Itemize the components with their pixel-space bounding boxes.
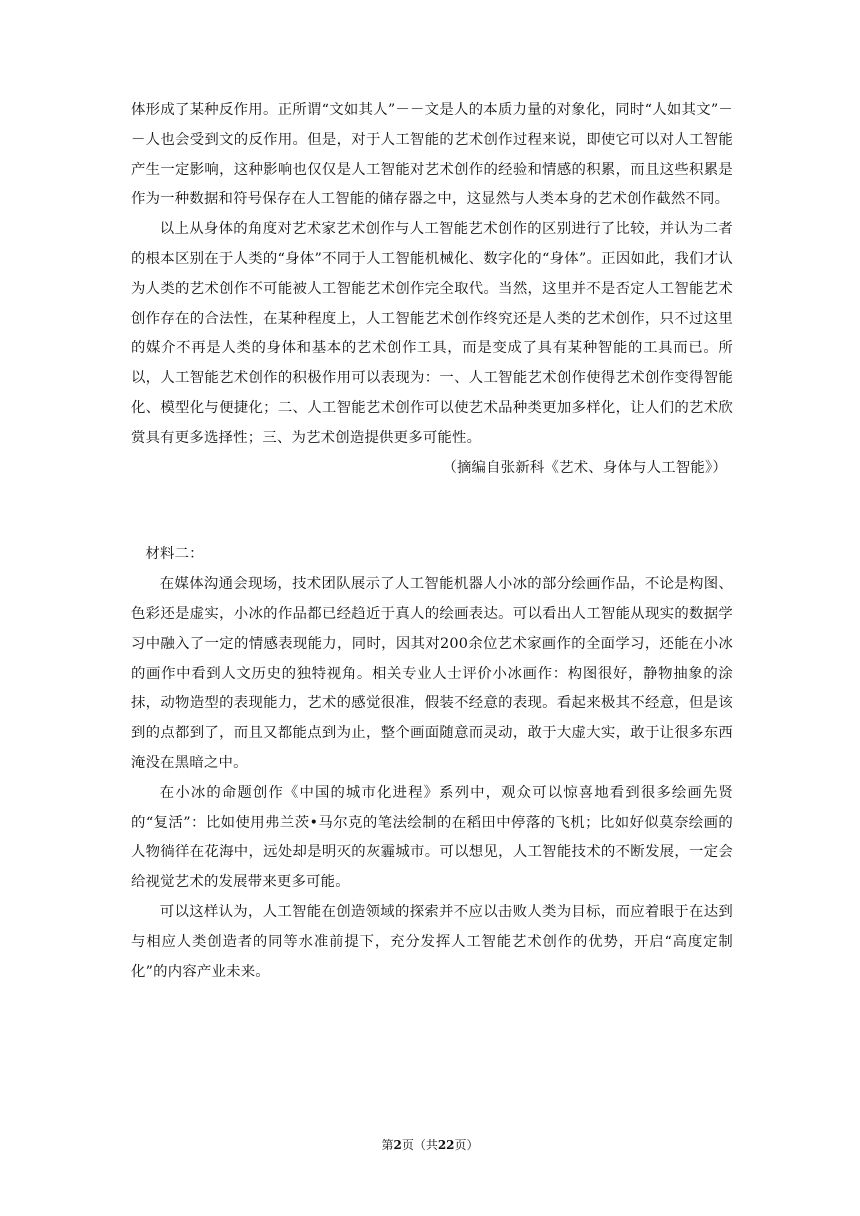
footer-suffix: 页）	[454, 1138, 479, 1152]
footer-page-number: 2	[393, 1138, 402, 1152]
paragraph-urbanization-series: 在小冰的命题创作《中国的城市化进程》系列中，观众可以惊喜地看到很多绘画先贤的“复活”：比如使用弗兰茨•马尔克的笔法绘制的在稻田中停落的飞机；比如好似莫奈绘画的人物徜徉在花海中，远处却是明灭的灰霾城市。可以想见，人工智能技术的不断发展，一定会给视觉艺术的发展带来更多可能。	[131, 784, 733, 891]
document-body	[131, 96, 733, 987]
paragraph-continuation: 体形成了某种反作用。正所谓“文如其人”－－文是人的本质力量的对象化，同时“人如其文”－－人也会受到文的反作用。但是，对于人工智能的艺术创作过程来说，即使它可以对人工智能产生一定影响，这种影响也仅仅是人工智能对艺术创作的经验和情感的积累，而且这些积累是作为一种数据和符号保存在人工智能的储存器之中，这显然与人类本身的艺术创作截然不同。	[131, 102, 733, 208]
page-footer	[0, 1137, 860, 1153]
paragraph-summary: 以上从身体的角度对艺术家艺术创作与人工智能艺术创作的区别进行了比较，并认为二者的根本区别在于人类的“身体”不同于人工智能机械化、数字化的“身体”。正因如此，我们才认为人类的艺术创作不可能被人工智能艺术创作完全取代。当然，这里并不是否定人工智能艺术创作存在的合法性，在某种程度上，人工智能艺术创作终究还是人类的艺术创作，只不过这里的媒介不再是人类的身体和基本的艺术创作工具，而是变成了具有某种智能的工具而已。所以，人工智能艺术创作的积极作用可以表现为：一、人工智能艺术创作使得艺术创作变得智能化、模型化与便捷化；二、人工智能艺术创作可以使艺术品种类更加多样化，让人们的艺术欣赏具有更多选择性；三、为艺术创造提供更多可能性。	[131, 221, 733, 446]
section-label-material-two: 材料二：	[145, 546, 204, 563]
source-citation: （摘编自张新科《艺术、身体与人工智能》）	[442, 459, 727, 476]
footer-total-pages: 22	[437, 1138, 455, 1152]
footer-mid: 页（共	[401, 1138, 438, 1152]
paragraph-conclusion: 可以这样认为，人工智能在创造领域的探索并不应以击败人类为目标，而应着眼于在达到与相应人类创造者的同等水准前提下，充分发挥人工智能艺术创作的优势，开启“高度定制化”的内容产业未来。	[131, 903, 733, 980]
footer-prefix: 第	[381, 1138, 394, 1152]
paragraph-xiaobing-showcase: 在媒体沟通会现场，技术团队展示了人工智能机器人小冰的部分绘画作品，不论是构图、色彩还是虚实，小冰的作品都已经趋近于真人的绘画表达。可以看出人工智能从现实的数据学习中融入了一定的情感表现能力，同时，因其对200余位艺术家画作的全面学习，还能在小冰的画作中看到人文历史的独特视角。相关专业人士评价小冰画作：构图很好，静物抽象的涂抹，动物造型的表现能力，艺术的感觉很准，假装不经意的表现。看起来极其不经意，但是该到的点都到了，而且又都能点到为止，整个画面随意而灵动，敢于大虚大实，敢于让很多东西淹没在黑暗之中。	[131, 576, 733, 771]
